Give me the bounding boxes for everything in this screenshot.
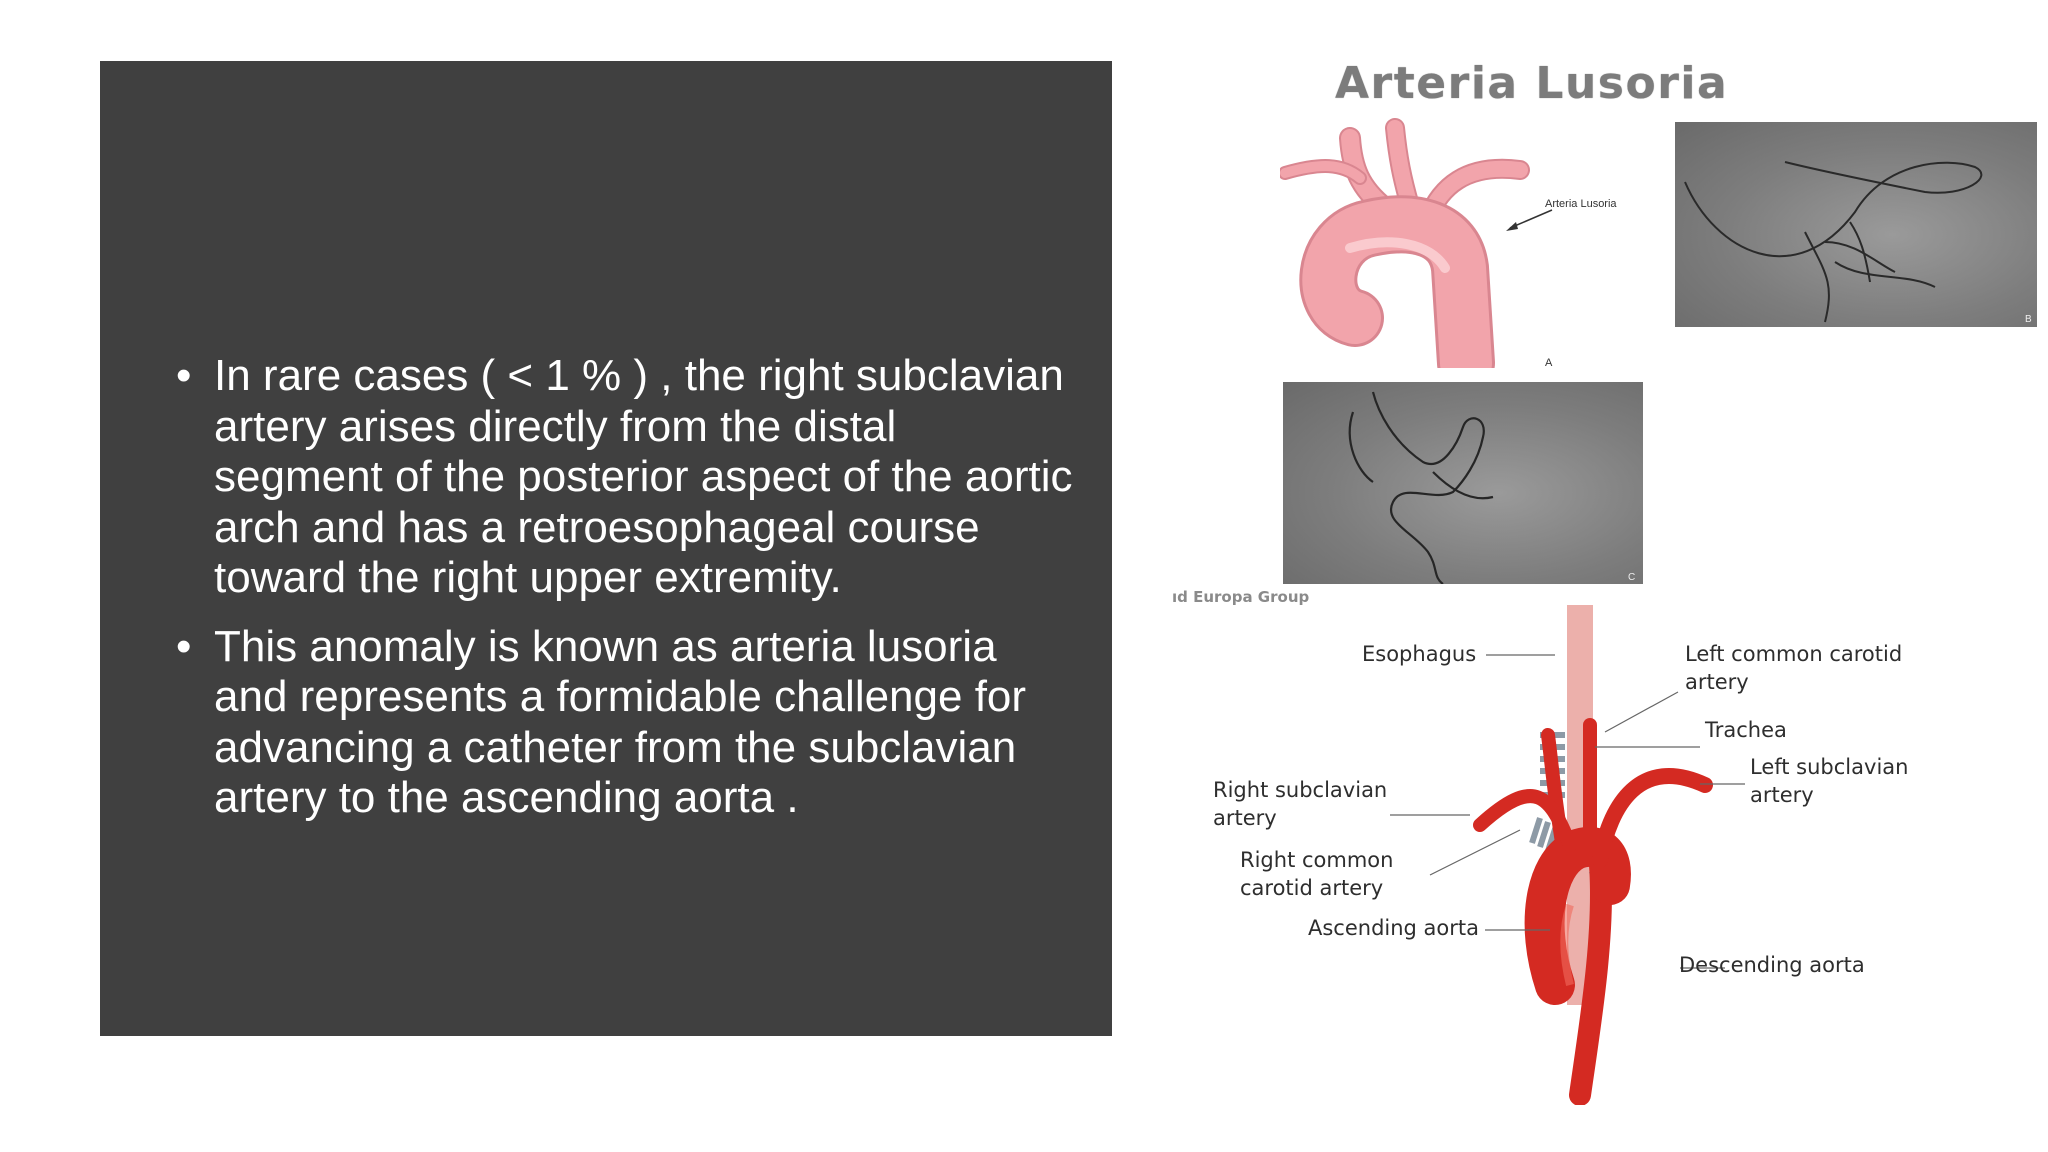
label-right-common-carotid: Right common carotid artery [1240,848,1394,900]
bullet-text: This anomaly is known as arteria lusoria and represents a formidable challenge for advancing a catheter from the subclavian artery to the ascending aorta . [214,621,1027,822]
angiogram-c [1283,382,1643,584]
bullet-item [176,622,1076,824]
label-esophagus: Esophagus [1362,642,1477,666]
bullet-item [176,351,1076,604]
bullet-text: In rare cases ( < 1 % ) , the right subclavian artery arises directly from the distal segment of the posterior aspect of the aortic arch and has a retroesophageal course toward the right upper extremity. [214,351,1073,602]
figure-title: Arteria Lusoria [1335,58,1729,109]
leader-lines-right [1680,760,1750,980]
angiogram-b-drawing [1675,122,2037,327]
panel-b-label: B [2025,314,2032,325]
label-left-subclavian: Left subclavian artery [1750,755,1909,807]
label-right-subclavian: Right subclavian artery [1213,778,1388,830]
angiogram-b [1675,122,2037,327]
bullet-list [176,351,1076,842]
arteria-lusoria-label: Arteria Lusoria [1545,198,1617,210]
panel-c-label: C [1628,572,1636,583]
aortic-arch-illustration [1280,118,1670,368]
aortic-arch-drawing [1280,118,1670,368]
label-left-common-carotid: Left common carotid artery [1685,642,1903,694]
angiogram-c-drawing [1283,382,1643,584]
text-panel [100,61,1112,1036]
label-ascending-aorta: Ascending aorta [1308,916,1480,940]
bullet-marker: • [176,351,192,400]
label-descending-aorta: Descending aorta [1679,953,1865,977]
label-trachea: Trachea [1705,718,1787,742]
bullet-marker: • [176,621,192,671]
image-credit: ıd Europa Group [1172,588,1310,606]
panel-a-label: A [1545,357,1553,368]
